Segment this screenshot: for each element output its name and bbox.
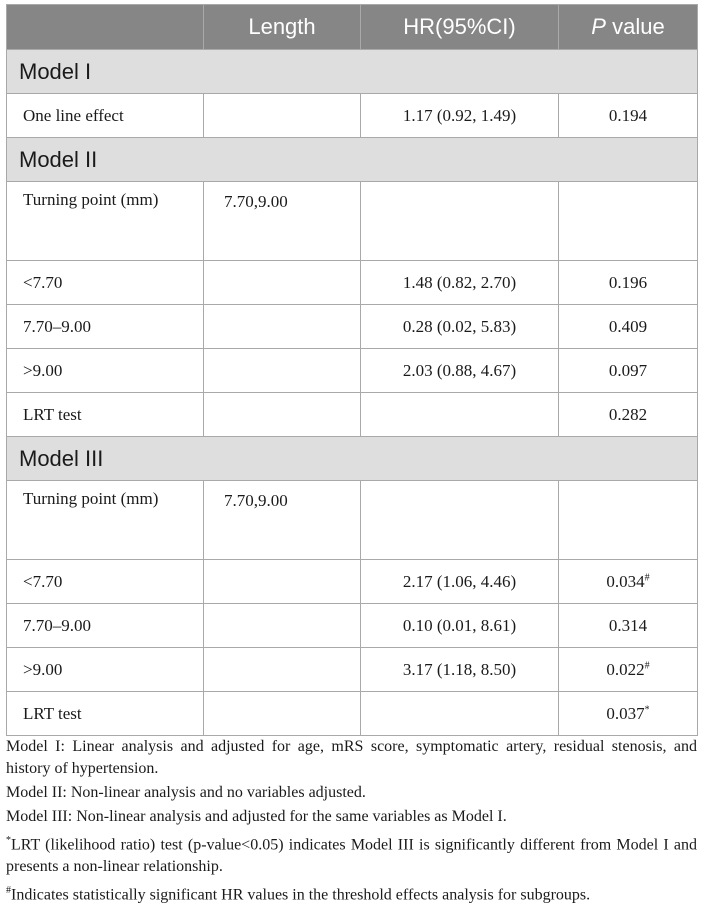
row-p-value [559,604,698,648]
footnote-model-1: Model I: Linear analysis and adjusted for age, mRS score, symptomatic artery, residual stenosis, and history of hypertension. [6,738,697,777]
footnote-hash-text: Indicates statistically significant HR values in the threshold effects analysis for subgroups. [11,886,591,904]
row-label: LRT test [7,692,204,736]
table-row [7,94,698,138]
section-title: Model III [7,437,698,481]
table-row [7,560,698,604]
row-label: 7.70–9.00 [7,305,204,349]
row-hr [361,182,559,261]
row-label: >9.00 [7,648,204,692]
row-p-value [559,94,698,138]
header-p-value [559,5,698,50]
row-hr [361,481,559,560]
threshold-effects-table [6,4,698,736]
row-p-value [559,349,698,393]
section-row-model-1 [7,50,698,94]
table-row [7,648,698,692]
footnote-hash-mark: # [6,885,11,897]
row-label: 7.70–9.00 [7,604,204,648]
p-value-text: 0.314 [608,615,648,635]
row-p-value [559,648,698,692]
row-hr: 1.17 (0.92, 1.49) [361,94,559,138]
p-value-text: 0.194 [608,105,648,125]
row-length [204,393,361,437]
section-title: Model II [7,138,698,182]
table-footnotes [6,736,697,909]
p-value-mark: # [644,659,650,671]
row-hr: 0.10 (0.01, 8.61) [361,604,559,648]
row-length [204,94,361,138]
table-row [7,604,698,648]
header-length: Length [204,5,361,50]
row-hr: 0.28 (0.02, 5.83) [361,305,559,349]
footnote-model-3: Model III: Non-linear analysis and adjusted for the same variables as Model I. [6,808,507,825]
row-p-value [559,305,698,349]
row-label: <7.70 [7,261,204,305]
row-label: One line effect [7,94,204,138]
header-p-rest: value [605,14,665,39]
footnote-lrt [6,830,697,878]
p-value-text: 0.282 [608,404,648,424]
row-length [204,349,361,393]
row-label: <7.70 [7,560,204,604]
table-row [7,692,698,736]
row-hr [361,692,559,736]
row-hr: 2.03 (0.88, 4.67) [361,349,559,393]
row-length [204,261,361,305]
p-value-text: 0.037 [606,703,645,723]
table-row [7,349,698,393]
row-hr [361,393,559,437]
row-p-value [559,261,698,305]
footnote-model-2: Model II: Non-linear analysis and no variables adjusted. [6,784,366,801]
footnote-star-mark: * [6,835,11,846]
row-length [204,305,361,349]
p-value-text: 0.097 [608,360,648,380]
section-row-model-2 [7,138,698,182]
row-label: Turning point (mm) [7,182,204,261]
header-empty [7,5,204,50]
p-value-text: 0.196 [608,272,648,292]
row-length [204,560,361,604]
row-label: Turning point (mm) [7,481,204,560]
row-length: 7.70,9.00 [204,182,361,261]
table-row [7,182,698,261]
table-header-row [7,5,698,50]
section-row-model-3 [7,437,698,481]
p-value-mark: # [644,571,650,583]
row-length: 7.70,9.00 [204,481,361,560]
row-p-value [559,560,698,604]
row-length [204,692,361,736]
p-value-text: 0.409 [608,316,648,336]
row-length [204,604,361,648]
footnote-hash [6,880,697,906]
row-label: >9.00 [7,349,204,393]
row-hr: 3.17 (1.18, 8.50) [361,648,559,692]
row-label: LRT test [7,393,204,437]
section-title: Model I [7,50,698,94]
row-p-value [559,393,698,437]
table-row [7,393,698,437]
row-hr: 1.48 (0.82, 2.70) [361,261,559,305]
footnote-star-text: LRT (likelihood ratio) test (p-value<0.05) indicates Model III is significantly different from Model I and presents a non-linear relationship. [6,836,697,876]
table-row [7,305,698,349]
table-row [7,481,698,560]
row-p-value [559,481,698,560]
row-p-value [559,692,698,736]
row-length [204,648,361,692]
row-hr: 2.17 (1.06, 4.46) [361,560,559,604]
row-p-value [559,182,698,261]
table-row [7,261,698,305]
p-value-text: 0.034 [606,571,645,591]
header-p-italic: P [591,14,606,39]
header-hr: HR(95%CI) [361,5,559,50]
p-value-mark: * [644,703,650,715]
p-value-text: 0.022 [606,659,645,679]
